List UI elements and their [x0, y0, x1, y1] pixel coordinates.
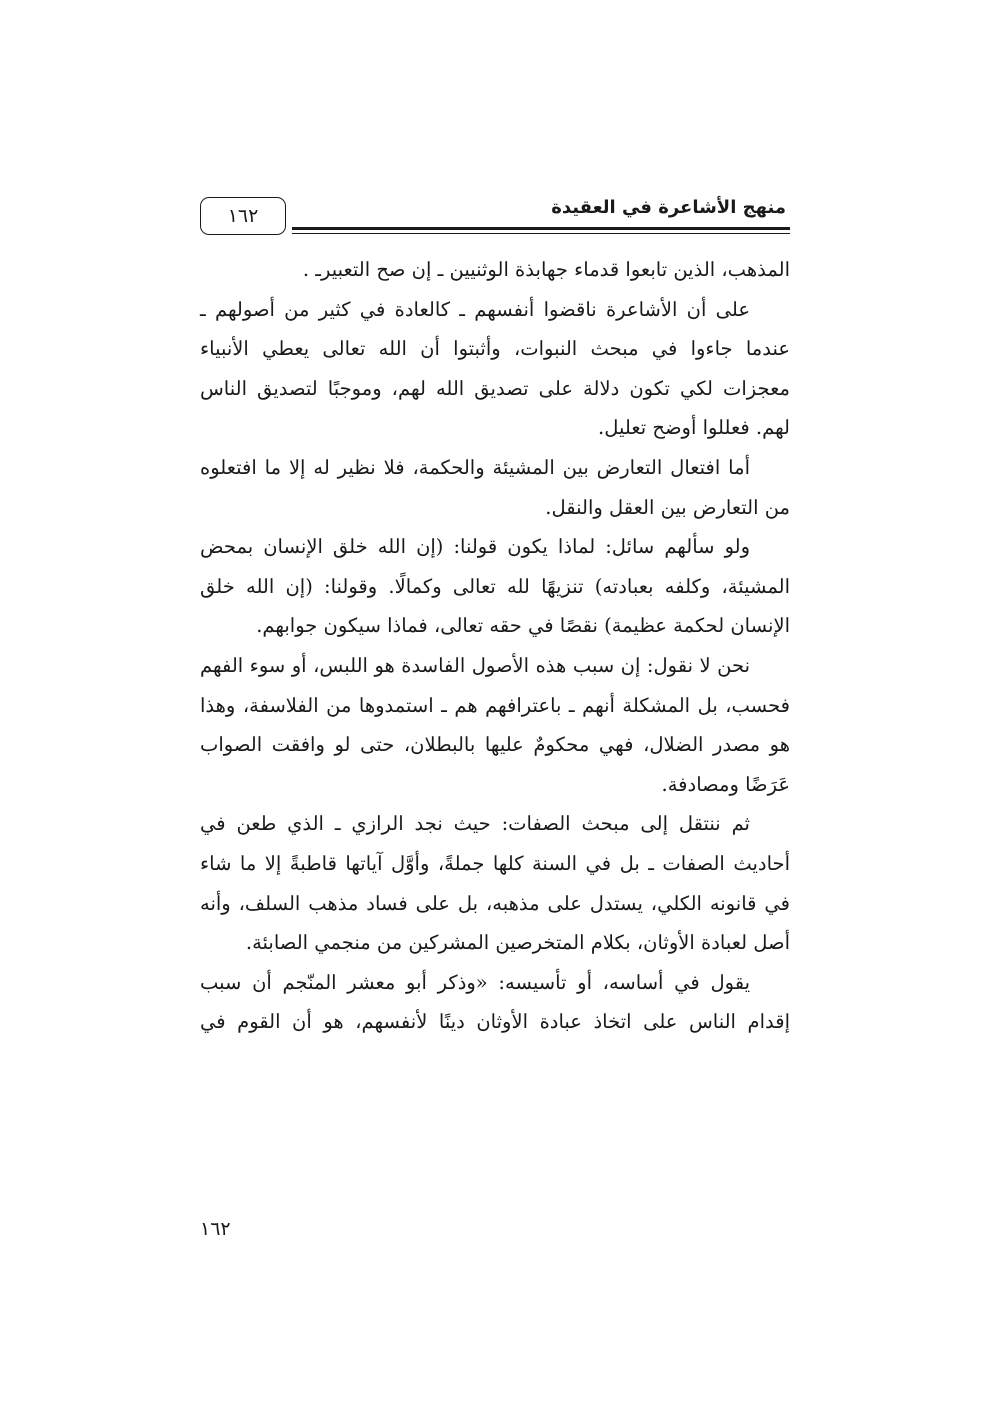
paragraph: ثم ننتقل إلى مبحث الصفات: حيث نجد الرازي ـ الذي طعن في أحاديث الصفات ـ بل في السنة كلها جملةً، وأوَّل آياتها قاطبةً إلا ما شاء في قانونه الكلي، يستدل على مذهبه، بل على فساد مذهب السلف، وأنه أصل لعبادة الأوثان، بكلام المتخرصين المشركين من منجمي الصابئة. — [200, 812, 791, 955]
paragraph: يقول في أساسه، أو تأسيسه: «وذكر أبو معشر المنّجم أن سبب إقدام الناس على اتخاذ عبادة الأوثان دينًا لأنفسهم، هو أن القوم في — [200, 970, 790, 1034]
body-text — [200, 250, 790, 1042]
paragraph: نحن لا نقول: إن سبب هذه الأصول الفاسدة هو اللبس، أو سوء الفهم فحسب، بل المشكلة أنهم ـ باعترافهم هم ـ استمدوها من الفلاسفة، وهذا هو مصدر الضلال، فهي محكومٌ عليها بالبطلان، حتى لو وافقت الصواب عَرَضًا ومصادفة. — [200, 653, 790, 796]
paragraph: ولو سألهم سائل: لماذا يكون قولنا: (إن الله خلق الإنسان بمحض المشيئة، وكلفه بعبادته) تنزيهًا لله تعالى وكمالًا. وقولنا: (إن الله خلق الإنسان لحكمة عظيمة) نقصًا في حقه تعالى، فماذا سيكون جوابهم. — [200, 535, 790, 638]
footer-page-number: ١٦٢ — [200, 1218, 231, 1240]
header-rule-thin — [292, 233, 790, 234]
header-page-number: ١٦٢ — [200, 197, 286, 235]
header-rule-thick — [292, 227, 790, 230]
paragraph: أما افتعال التعارض بين المشيئة والحكمة، فلا نظير له إلا ما افتعلوه من التعارض بين العقل والنقل. — [200, 455, 790, 519]
page-header — [200, 195, 790, 240]
running-title: منهج الأشاعرة في العقيدة — [551, 197, 786, 218]
paragraph: المذهب، الذين تابعوا قدماء جهابذة الوثنيين ـ إن صح التعبيرـ . — [302, 258, 790, 281]
paragraph: على أن الأشاعرة ناقضوا أنفسهم ـ كالعادة في كثير من أصولهم ـ عندما جاءوا في مبحث النبوات، وأثبتوا أن الله تعالى يعطي الأنبياء معجزات لكي تكون دلالة على تصديق الله لهم، وموجبًا لتصديق الناس لهم. فعللوا أوضح تعليل. — [200, 297, 790, 440]
